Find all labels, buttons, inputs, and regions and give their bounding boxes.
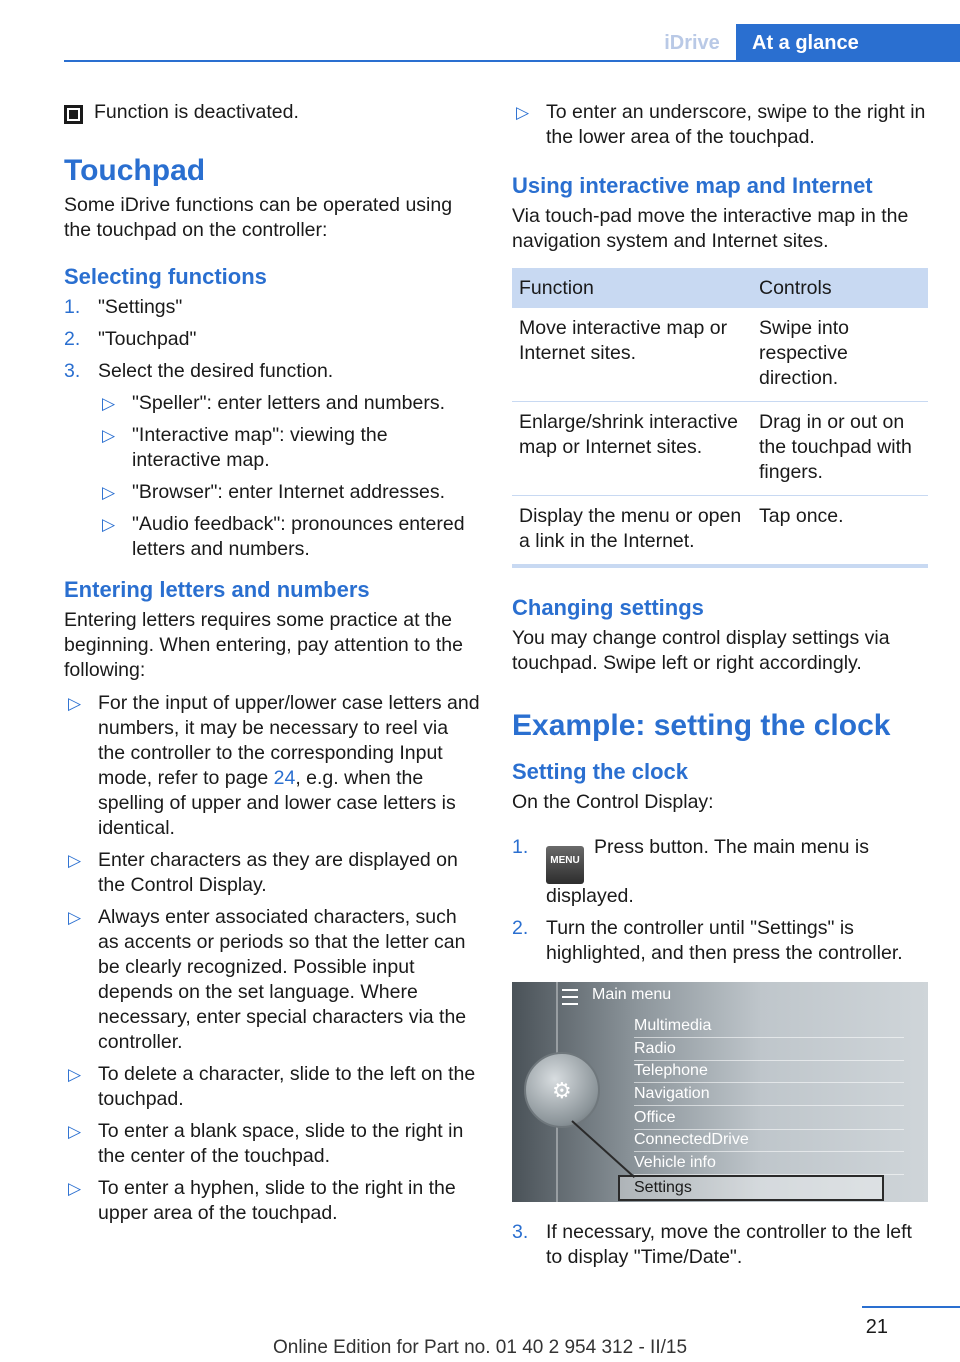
deactivated-note: [64, 100, 480, 125]
screen-menu-item: ConnectedDrive: [634, 1129, 904, 1152]
table-cell: Display the menu or open a link in the Internet.: [519, 505, 742, 552]
screen-menu-item: Office: [634, 1107, 904, 1130]
triangle-bullet-icon: ▷: [68, 694, 82, 713]
list-item: ▷ For the input of upper/lower case letters and numbers, it may be necessary to reel via the controller to the corresponding Input mode, refer to page 24, e.g. when the spelling of upper and lower case letters is identical.: [68, 692, 480, 839]
setting-clock-heading: Setting the clock: [512, 759, 689, 784]
main-menu-screenshot: [512, 982, 928, 1202]
table-row: [512, 402, 928, 496]
top-rule: [64, 60, 960, 62]
list-item: ▷ To enter an underscore, swipe to the right in the lower area of the touchpad.: [516, 101, 926, 148]
clock-steps: [512, 835, 928, 966]
triangle-bullet-icon: ▷: [516, 103, 530, 122]
screen-menu-item: Navigation: [634, 1083, 904, 1106]
screen-menu-item: Multimedia: [634, 1015, 904, 1038]
table-row: [512, 496, 928, 565]
triangle-bullet-icon: ▷: [68, 908, 82, 927]
touchpad-heading: Touchpad: [64, 154, 206, 187]
touchpad-intro: Some iDrive functions can be operated using the touchpad on the controller:: [64, 194, 453, 241]
bottom-rule: [862, 1306, 960, 1308]
table-header-controls: Controls: [752, 268, 928, 308]
list-item: 3. If necessary, move the controller to the left to display "Time/Date".: [512, 1221, 912, 1268]
list-item: 2. Turn the controller until "Settings" is highlighted, and then press the controller.: [512, 917, 903, 964]
list-item: 3. Select the desired function. ▷ "Speller": enter letters and numbers. ▷ "Interactive map": viewing the interactive map. ▷ "Browser": enter Internet addresses. ▷ "Audio feedback": pronounces entered letters and numbers.: [64, 359, 480, 562]
list-item: ▷ "Speller": enter letters and numbers.: [102, 392, 445, 414]
pointer-line: [571, 1120, 635, 1178]
list-item: 1. "Settings": [64, 296, 183, 318]
screen-menu-item: Telephone: [634, 1060, 904, 1083]
triangle-bullet-icon: ▷: [102, 426, 116, 445]
list-item: 2. "Touchpad": [64, 328, 197, 350]
controls-table: [512, 268, 928, 564]
triangle-bullet-icon: ▷: [102, 483, 116, 502]
selecting-functions-heading: Selecting functions: [64, 264, 267, 289]
screen-title: Main menu: [592, 986, 672, 1003]
controller-knob: [524, 1052, 600, 1128]
list-item: ▷ To delete a character, slide to the left on the touchpad.: [68, 1063, 476, 1110]
table-header-row: [512, 268, 928, 308]
header-section: iDrive: [664, 32, 720, 54]
list-item: ▷ "Interactive map": viewing the interactive map.: [102, 424, 388, 471]
selecting-steps: [64, 295, 480, 562]
entering-hints: [64, 691, 480, 1226]
changing-settings-heading: Changing settings: [512, 595, 704, 620]
function-options: [98, 391, 480, 562]
triangle-bullet-icon: ▷: [68, 1179, 82, 1198]
list-item: ▷ To enter a blank space, slide to the right in the center of the touchpad.: [68, 1120, 464, 1167]
list-item: ▷ "Audio feedback": pronounces entered letters and numbers.: [102, 513, 465, 560]
page-reference-link[interactable]: 24: [273, 767, 296, 789]
table-cell: Drag in or out on the touchpad with fingers.: [752, 402, 928, 496]
interactive-map-intro: Via touch-pad move the interactive map in the navigation system and Internet sites.: [512, 205, 909, 252]
list-item: 1. MENUPress button. The main menu is displayed.: [512, 836, 869, 907]
example-heading: Example: setting the clock: [512, 709, 891, 742]
deactivated-checkbox-icon: [64, 105, 83, 124]
header-chapter: At a glance: [736, 24, 960, 62]
screen-menu-item-selected: Settings: [618, 1175, 884, 1201]
list-item: ▷ "Browser": enter Internet addresses.: [102, 481, 445, 503]
entering-letters-heading: Entering letters and numbers: [64, 577, 370, 602]
left-column: [64, 100, 480, 1233]
table-row: [512, 308, 928, 402]
footer-text: Online Edition for Part no. 01 40 2 954 312 - II/15: [272, 1337, 688, 1358]
list-item: ▷ Enter characters as they are displayed on the Control Display.: [68, 849, 458, 896]
gear-icon: ⚙: [552, 1078, 572, 1103]
triangle-bullet-icon: ▷: [102, 515, 116, 534]
triangle-bullet-icon: ▷: [68, 851, 82, 870]
page-number: 21: [865, 1316, 888, 1338]
table-cell: Enlarge/shrink interactive map or Internet sites.: [512, 402, 752, 496]
list-item: ▷ To enter a hyphen, slide to the right in the upper area of the touchpad.: [68, 1177, 456, 1224]
menu-button-icon: MENU: [546, 846, 584, 884]
underscore-hint-list: [512, 100, 928, 150]
list-item: ▷ Always enter associated characters, such as accents or periods so that the letter can be clearly recognized. Possible input depends on the set language. Where necessary, enter special characters via the controller.: [68, 906, 467, 1053]
right-column: [512, 100, 928, 1277]
table-end-rule: [512, 564, 928, 568]
table-cell: Tap once.: [759, 505, 844, 527]
interactive-map-heading: Using interactive map and Internet: [512, 173, 873, 198]
clock-steps-continued: [512, 1220, 928, 1270]
triangle-bullet-icon: ▷: [68, 1065, 82, 1084]
table-header-function: Function: [512, 268, 752, 308]
screen-menu-item: Vehicle info: [634, 1152, 904, 1175]
clock-intro: On the Control Display:: [512, 791, 714, 813]
triangle-bullet-icon: ▷: [102, 394, 116, 413]
deactivated-text: Function is deactivated.: [94, 101, 299, 123]
changing-settings-text: You may change control display settings via touchpad. Swipe left or right accordingly.: [512, 627, 890, 674]
entering-intro: Entering letters requires some practice at the beginning. When entering, pay attention to the following:: [64, 609, 463, 681]
screen-menu-item: Radio: [634, 1038, 904, 1061]
table-cell: Swipe into respective direction.: [752, 308, 928, 402]
triangle-bullet-icon: ▷: [68, 1122, 82, 1141]
table-cell: Move interactive map or Internet sites.: [512, 308, 752, 402]
list-icon: [562, 989, 578, 1005]
